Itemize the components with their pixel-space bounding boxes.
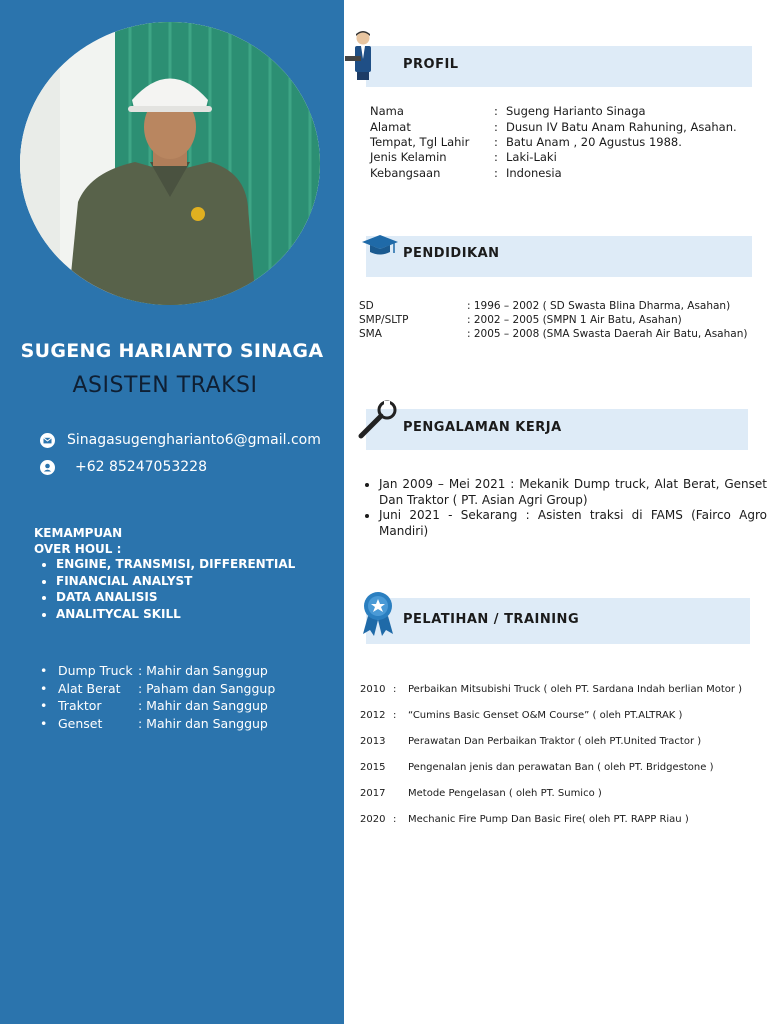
- skills-heading-line2: OVER HOUL :: [34, 542, 122, 556]
- equipment-item: • Genset : Mahir dan Sanggup: [40, 716, 275, 734]
- education-row: [359, 314, 682, 326]
- training-colon: :: [393, 684, 397, 695]
- training-text: Metode Pengelasan ( oleh PT. Sumico ): [408, 788, 602, 799]
- education-level: SMP/SLTP: [359, 314, 409, 326]
- phone-text[interactable]: +62 85247053228: [75, 459, 207, 475]
- skills-heading-line1: KEMAMPUAN: [34, 526, 123, 540]
- skills-heading: [34, 525, 122, 557]
- profile-key: Tempat, Tgl Lahir: [370, 135, 470, 149]
- person-name: SUGENG HARIANTO SINAGA: [20, 340, 324, 362]
- training-year: 2017: [360, 788, 386, 799]
- experience-item: • Jan 2009 – Mei 2021 : Mekanik Dump truck, Alat Berat, Genset Dan Traktor ( PT. Asian Agri Group): [379, 477, 767, 508]
- skill-item: • FINANCIAL ANALYST: [56, 573, 295, 590]
- email-icon: [40, 433, 55, 448]
- award-badge-icon: [360, 590, 396, 636]
- profile-colon: :: [494, 104, 498, 118]
- businessman-icon: [343, 29, 379, 81]
- profile-row: [370, 166, 562, 180]
- equipment-name: Traktor: [58, 698, 102, 713]
- education-row: [359, 328, 747, 340]
- training-row: [360, 710, 682, 721]
- email-contact[interactable]: [40, 432, 321, 448]
- experience-list: [362, 477, 767, 539]
- email-text[interactable]: Sinagasugengharianto6@gmail.com: [67, 432, 321, 448]
- profile-row: [370, 150, 557, 164]
- training-colon: :: [393, 710, 397, 721]
- training-row: [360, 684, 742, 695]
- sidebar: [0, 0, 344, 1024]
- training-colon: [393, 736, 408, 747]
- person-icon: [40, 460, 55, 475]
- profile-key: Alamat: [370, 120, 411, 134]
- profile-row: [370, 104, 646, 118]
- equipment-level: : Mahir dan Sanggup: [138, 715, 268, 731]
- training-year: 2012: [360, 710, 386, 721]
- skill-item: • ENGINE, TRANSMISI, DIFFERENTIAL: [56, 556, 295, 573]
- training-text: Pengenalan jenis dan perawatan Ban ( oleh PT. Bridgestone ): [408, 762, 714, 773]
- profile-key: Kebangsaan: [370, 166, 441, 180]
- equipment-name: Genset: [58, 715, 103, 731]
- profile-value: Batu Anam , 20 Agustus 1988.: [506, 135, 682, 149]
- profile-value: Sugeng Harianto Sinaga: [506, 104, 646, 118]
- training-colon: [393, 762, 408, 773]
- skill-item: • DATA ANALISIS: [56, 589, 295, 606]
- experience-item: • Juni 2021 - Sekarang : Asisten traksi di FAMS (Fairco Agro Mandiri): [379, 508, 767, 539]
- training-text: “Cumins Basic Genset O&M Course” ( oleh PT.ALTRAK ): [408, 710, 683, 721]
- wrench-icon: [357, 400, 399, 440]
- training-colon: [393, 788, 408, 799]
- education-title: PENDIDIKAN: [403, 246, 500, 261]
- training-colon: :: [393, 814, 397, 825]
- graduation-cap-icon: [360, 233, 400, 257]
- equipment-level: : Mahir dan Sanggup: [138, 663, 268, 678]
- skill-item: • ANALITYCAL SKILL: [56, 606, 295, 623]
- profile-value: Indonesia: [506, 166, 562, 180]
- profile-colon: :: [494, 166, 498, 180]
- phone-contact[interactable]: [40, 459, 207, 475]
- profile-row: [370, 135, 682, 149]
- profile-key: Jenis Kelamin: [370, 150, 447, 164]
- profile-row: [370, 120, 737, 134]
- training-row: [360, 788, 602, 799]
- training-text: Perawatan Dan Perbaikan Traktor ( oleh PT.United Tractor ): [408, 736, 702, 747]
- profile-photo: [20, 22, 320, 305]
- training-year: 2015: [360, 762, 386, 773]
- equipment-item: • Dump Truck : Mahir dan Sanggup: [40, 663, 275, 681]
- training-text: Mechanic Fire Pump Dan Basic Fire( oleh PT. RAPP Riau ): [408, 814, 689, 825]
- equipment-name: Alat Berat: [58, 680, 121, 696]
- profile-colon: :: [494, 135, 498, 149]
- training-title: PELATIHAN / TRAINING: [403, 612, 580, 627]
- training-row: [360, 736, 701, 747]
- training-row: [360, 814, 689, 825]
- skills-list: [36, 556, 295, 622]
- profile-colon: :: [494, 150, 498, 164]
- equipment-list: [40, 663, 275, 733]
- education-detail: : 2002 – 2005 (SMPN 1 Air Batu, Asahan): [467, 314, 682, 326]
- profile-value: Laki-Laki: [506, 150, 557, 164]
- profile-colon: :: [494, 120, 498, 134]
- experience-title: PENGALAMAN KERJA: [403, 420, 562, 435]
- profile-key: Nama: [370, 104, 404, 118]
- education-row: [359, 300, 730, 312]
- education-level: SD: [359, 300, 374, 312]
- profile-value: Dusun IV Batu Anam Rahuning, Asahan.: [506, 120, 737, 134]
- education-level: SMA: [359, 328, 382, 340]
- training-text: Perbaikan Mitsubishi Truck ( oleh PT. Sardana Indah berlian Motor ): [408, 684, 743, 695]
- training-year: 2010: [360, 684, 386, 695]
- equipment-name: Dump Truck: [58, 663, 133, 678]
- equipment-level: : Paham dan Sanggup: [138, 680, 276, 696]
- equipment-item: • Traktor : Mahir dan Sanggup: [40, 698, 275, 716]
- training-row: [360, 762, 713, 773]
- training-year: 2013: [360, 736, 386, 747]
- profile-title: PROFIL: [403, 57, 459, 72]
- training-year: 2020: [360, 814, 386, 825]
- equipment-level: : Mahir dan Sanggup: [138, 698, 268, 713]
- education-detail: : 1996 – 2002 ( SD Swasta Blina Dharma, Asahan): [467, 300, 731, 312]
- equipment-item: • Alat Berat : Paham dan Sanggup: [40, 681, 275, 699]
- job-title: ASISTEN TRAKSI: [72, 373, 258, 398]
- education-detail: : 2005 – 2008 (SMA Swasta Daerah Air Batu, Asahan): [467, 328, 748, 340]
